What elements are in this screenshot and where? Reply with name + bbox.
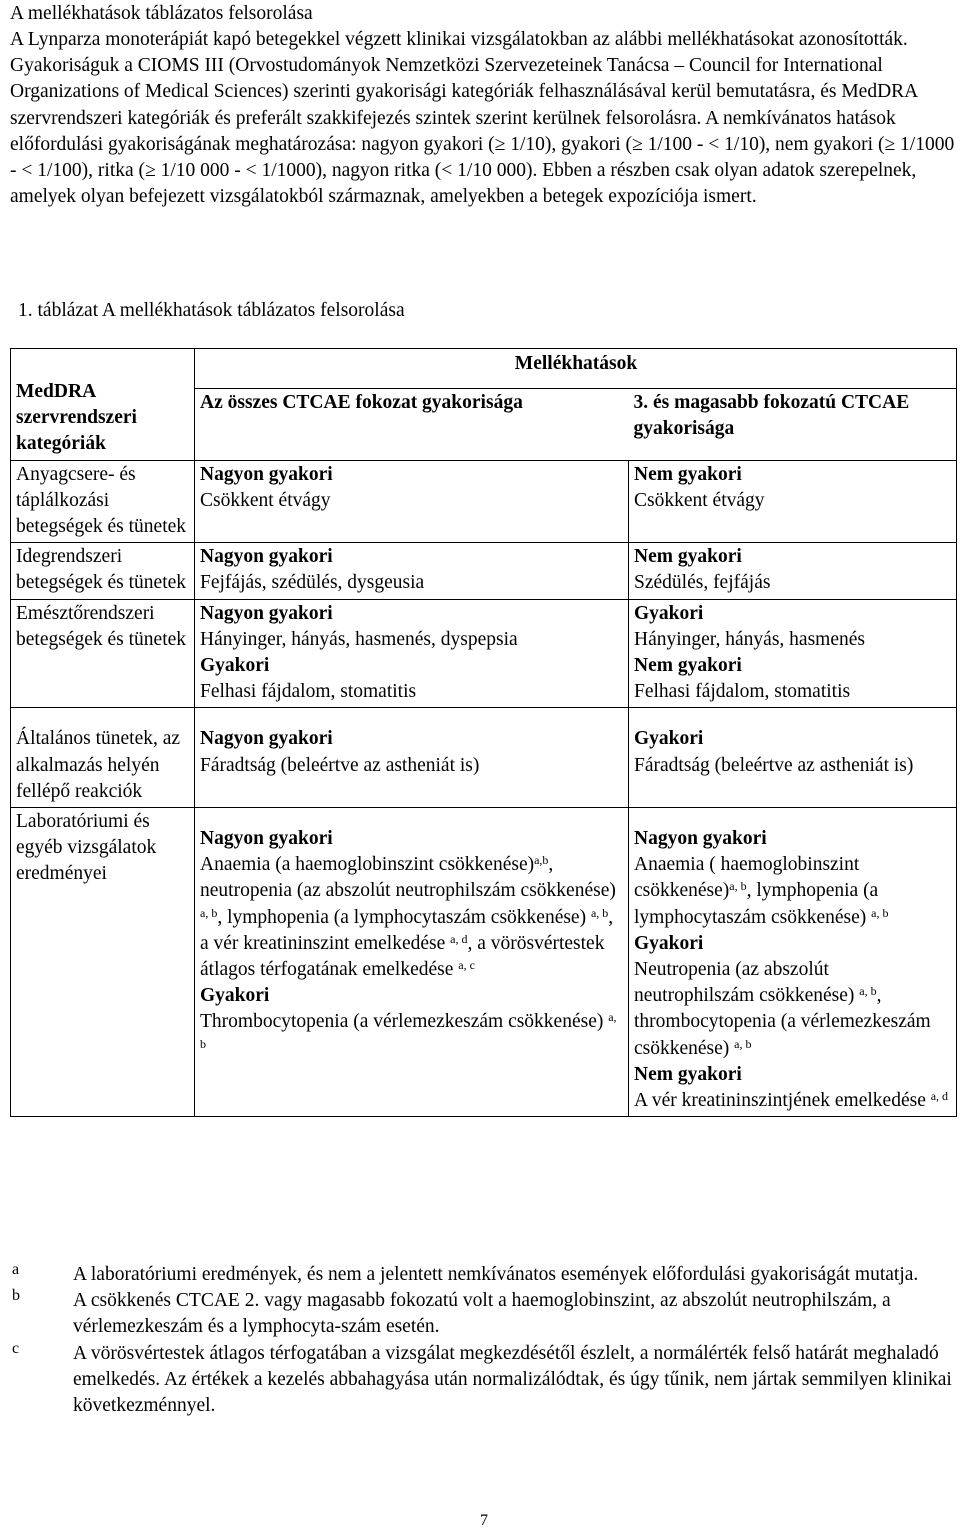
grade3-cell: [629, 543, 957, 599]
footnote: [10, 1262, 956, 1288]
frequency-label: Nagyon gyakori: [200, 463, 333, 485]
frequency-label: Nagyon gyakori: [200, 546, 333, 568]
soc-label: Általános tünetek, az alkalmazás helyén fellépő reakciók: [16, 728, 181, 802]
reaction-text: Szédülés, fejfájás: [634, 572, 771, 594]
soc-cell: [11, 460, 195, 543]
soc-header: MedDRA szervrendszeri kategóriák: [16, 381, 137, 455]
all-grade-cell: [195, 708, 629, 808]
table-row: [11, 808, 957, 1117]
adverse-reactions-table: [10, 348, 957, 1117]
grade3-cell: [629, 460, 957, 543]
table-row: [11, 599, 957, 708]
reaction-text: Hányinger, hányás, hasmenés, dyspepsia: [200, 628, 518, 650]
footnote-text: A vörösvértestek átlagos térfogatában a vizsgálat megkezdésétől észlelt, a normálérték felső határát meghaladó emelkedés. Az értékek a kezelés abbahagyása után normalizálódtak, és úgy tűnik, nem jártak semmilyen klinikai következménnyel.: [73, 1342, 952, 1417]
frequency-label: Nem gyakori: [634, 546, 742, 568]
page-number: 7: [480, 1512, 488, 1529]
table-caption: 1. táblázat A mellékhatások táblázatos felsorolása: [18, 300, 405, 321]
frequency-label: Gyakori: [634, 932, 704, 954]
reaction-text: Hányinger, hányás, hasmenés: [634, 628, 865, 650]
adverse-reactions-header-cell: [195, 349, 957, 389]
reaction-text: Felhasi fájdalom, stomatitis: [200, 681, 417, 703]
table-top-header-row: [11, 349, 957, 389]
footnote: [10, 1288, 956, 1340]
table-row: [11, 708, 957, 808]
soc-cell: [11, 543, 195, 599]
grade3-header: 3. és magasabb fokozatú CTCAE gyakorisága: [633, 391, 910, 439]
footnotes: [10, 1262, 956, 1419]
table-row: [11, 460, 957, 543]
frequency-label: Nagyon gyakori: [634, 828, 767, 850]
reaction-text: Csökkent étvágy: [634, 489, 765, 511]
frequency-label: Gyakori: [634, 728, 704, 750]
grade3-cell: [629, 808, 957, 1117]
soc-label: Idegrendszeri betegségek és tünetek: [16, 546, 187, 594]
grade3-cell: [629, 599, 957, 708]
frequency-label: Gyakori: [200, 655, 270, 677]
adverse-reactions-header: Mellékhatások: [514, 353, 638, 374]
frequency-label: Nem gyakori: [634, 1063, 742, 1085]
frequency-label: Nem gyakori: [634, 463, 742, 485]
footnote-letter: c: [12, 1339, 20, 1357]
lab-text: Neutropenia (az abszolút neutrophilszám csökkenése) $^{a, b}$, thrombocytopenia (a vérlemezkeszám csökkenése) $^{a, b}$: [634, 959, 931, 1059]
table-body: [11, 460, 957, 807]
footnote: [10, 1341, 956, 1420]
frequency-label: Nagyon gyakori: [200, 602, 333, 624]
lab-text: Thrombocytopenia (a vérlemezkeszám csökkenése) $^{a, b}$: [200, 1010, 617, 1051]
reaction-text: Fáradtság (beleértve az astheniát is): [200, 754, 480, 776]
soc-cell: [11, 599, 195, 708]
soc-header-cell: [11, 349, 195, 461]
reaction-text: Csökkent étvágy: [200, 489, 331, 511]
soc-label: Laboratóriumi és egyéb vizsgálatok eredményei: [16, 811, 157, 885]
reaction-text: Fejfájás, szédülés, dysgeusia: [200, 572, 425, 594]
footnote-letter: b: [12, 1287, 20, 1305]
all-grade-cell: [195, 599, 629, 708]
frequency-label: Nagyon gyakori: [200, 728, 333, 750]
all-grade-cell: [195, 460, 629, 543]
frequency-label: Nem gyakori: [634, 655, 742, 677]
lab-text: Anaemia ( haemoglobinszint csökkenése)$^{a, b}$, lymphopenia (a lymphocytaszám csökkenése) $^{a, b}$: [634, 854, 889, 928]
soc-label: Emésztőrendszeri betegségek és tünetek: [16, 602, 187, 650]
all-grade-cell: [195, 543, 629, 599]
grade3-cell: [629, 708, 957, 808]
lab-text: A vér kreatininszintjének emelkedése $^{a, d}$: [634, 1089, 949, 1112]
frequency-label: Nagyon gyakori: [200, 828, 333, 850]
soc-cell: [11, 808, 195, 1117]
soc-label: Anyagcsere- és táplálkozási betegségek és tünetek: [16, 463, 187, 538]
frequency-label: Gyakori: [200, 985, 270, 1007]
footnote-text: A laboratóriumi eredmények, és nem a jelentett nemkívánatos események előfordulási gyakoriságát mutatja.: [73, 1264, 919, 1285]
all-grade-header-cell: [195, 388, 629, 460]
footnote-text: A csökkenés CTCAE 2. vagy magasabb fokozatú volt a haemoglobinszint, az abszolút neutrophilszám, a vérlemezkeszám és a lymphocyta-szám esetén.: [73, 1290, 891, 1338]
lab-text: Anaemia (a haemoglobinszint csökkenése)$^{a,b}$, neutropenia (az abszolút neutrophilszám csökkenése) $^{a, b}$, lymphopenia (a lymphocytaszám csökkenése) $^{a, b}$, a vér kreatininszint emelkedése $^{a, d}$, a vörösvértestek átlagos térfogatának emelkedése $^{a, c}$: [200, 853, 616, 981]
soc-cell: [11, 708, 195, 808]
table-row: [11, 543, 957, 599]
footnote-letter: a: [12, 1261, 20, 1278]
all-grade-header: Az összes CTCAE fokozat gyakorisága: [200, 391, 523, 413]
all-grade-cell: [195, 808, 629, 1117]
frequency-label: Gyakori: [634, 602, 704, 624]
section-heading: A mellékhatások táblázatos felsorolása: [10, 3, 313, 24]
grade3-header-cell: [629, 388, 957, 460]
reaction-text: Fáradtság (beleértve az astheniát is): [634, 754, 914, 776]
intro-paragraph: A Lynparza monoterápiát kapó betegekkel végzett klinikai vizsgálatokban az alábbi mellékhatásokat azonosították. Gyakoriságuk a CIOMS III (Orvostudományok Nemzetközi Szervezeteinek Tanácsa – Council for International Organizations of Medical Sciences) szerinti gyakorisági kategóriák felhasználásával kerül bemutatásra, és MedDRA szervrendszeri kategóriák és preferált szakkifejezés szintek szerint kerülnek felsorolásra. A nemkívánatos hatások előfordulási gyakoriságának meghatározása: nagyon gyakori (≥ 1/10), gyakori (≥ 1/100 - < 1/10), nem gyakori (≥ 1/1000 - < 1/100), ritka (≥ 1/10 000 - < 1/1000), nagyon ritka (< 1/10 000). Ebben a részben csak olyan adatok szerepelnek, amelyek olyan befejezett vizsgálatokból származnak, amelyekben a betegek expozíciója ismert.: [10, 29, 955, 208]
reaction-text: Felhasi fájdalom, stomatitis: [634, 681, 851, 703]
